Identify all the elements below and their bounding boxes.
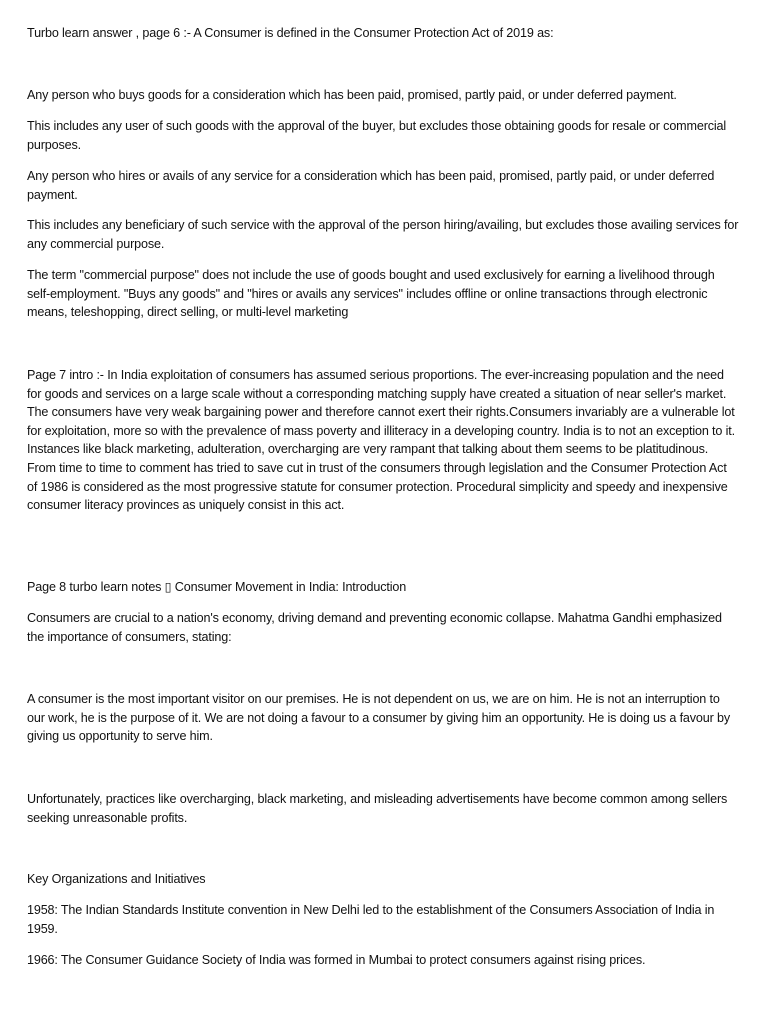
list-item-1958: 1958: The Indian Standards Institute convention in New Delhi led to the establishment of the Consumers Association of India in 1959.: [27, 903, 715, 936]
consumer-definition-services: Any person who hires or avails of any service for a consideration which has been paid, promised, partly paid, or under deferred payment.: [27, 169, 715, 202]
gandhi-quote-paragraph: A consumer is the most important visitor on our premises. He is not dependent on us, we are on him. He is not an interruption to our work, he is the purpose of it. We are not doing a favour to a consumer by giving him an opportunity. He is doing us a favour by giving us opportunity to serve him.: [27, 692, 731, 744]
page-6-heading: Turbo learn answer , page 6 :- A Consumer is defined in the Consumer Protection Act of 2019 as:: [27, 26, 554, 40]
consumer-definition-goods: Any person who buys goods for a consideration which has been paid, promised, partly paid, or under deferred payment.: [27, 88, 677, 102]
page-7-intro-paragraph: Page 7 intro :- In India exploitation of consumers has assumed serious proportions. The ever-increasing population and the need for goods and services on a large scale without a corresponding matching supply have created a situation of near seller's market. The consumers have very weak bargaining power and therefore cannot exert their rights.Consumers invariably are a vulnerable lot for exploitation, more so with the prevalence of mass poverty and illiteracy in a developing country. India is to not an exception to it. Instances like black marketing, adulteration, overcharging are very rampant that talking about them seems to be platitudinous. From time to time to comment has tried to save cut in trust of the consumers through legislation and the Consumer Protection Act of 1986 is considered as the most progressive statute for consumer protection. Procedural simplicity and speedy and inexpensive consumer literacy provinces as uniquely consist in this act.: [27, 368, 735, 513]
commercial-purpose-paragraph: The term "commercial purpose" does not include the use of goods bought and used exclusively for earning a livelihood through self-employment. "Buys any goods" and "hires or avails any services" includes offline or online transactions through electronic means, teleshopping, direct selling, or multi-level marketing: [27, 268, 715, 320]
goods-user-inclusion: This includes any user of such goods with the approval of the buyer, but excludes those obtaining goods for resale or commercial purposes.: [27, 119, 727, 152]
unfair-practices-paragraph: Unfortunately, practices like overcharging, black marketing, and misleading advertisements have become common among sellers seeking unreasonable profits.: [27, 792, 728, 825]
key-organizations-heading: Key Organizations and Initiatives: [27, 872, 206, 886]
list-item-1966: 1966: The Consumer Guidance Society of India was formed in Mumbai to protect consumers against rising prices.: [27, 953, 646, 967]
service-beneficiary-inclusion: This includes any beneficiary of such service with the approval of the person hiring/availing, but excludes those availing services for any commercial purpose.: [27, 218, 739, 251]
page-8-heading: Page 8 turbo learn notes ▯ Consumer Movement in India: Introduction: [27, 580, 407, 594]
consumer-importance-paragraph: Consumers are crucial to a nation's economy, driving demand and preventing economic collapse. Mahatma Gandhi emphasized the importance of consumers, stating:: [27, 611, 722, 644]
